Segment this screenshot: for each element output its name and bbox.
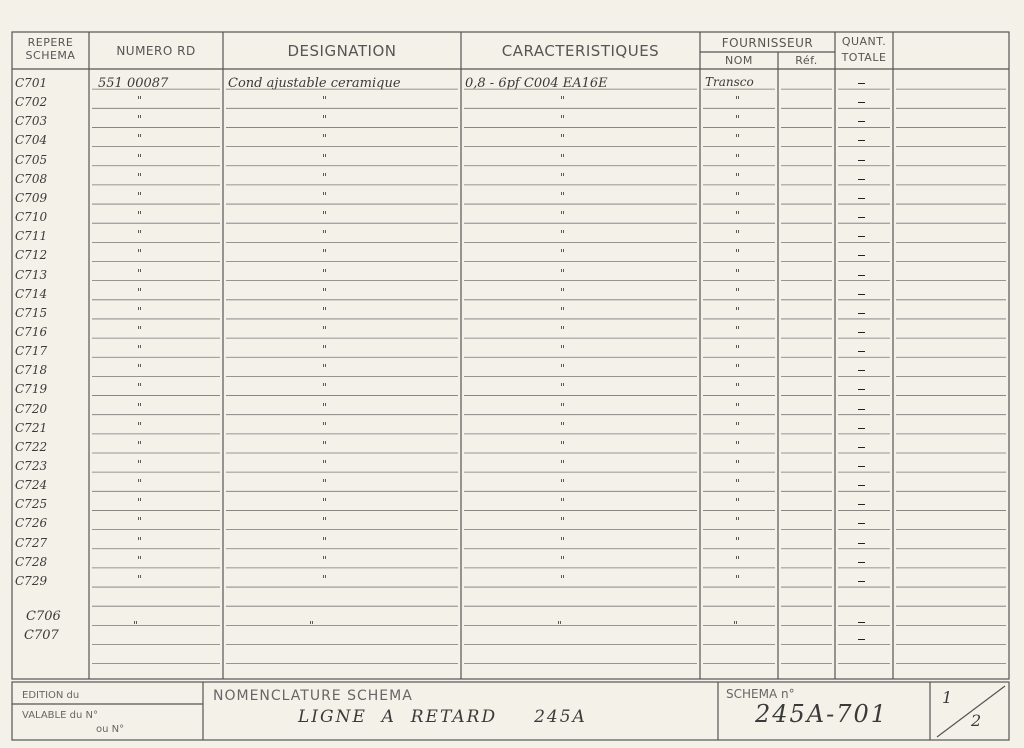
ditto-nom: " bbox=[735, 515, 741, 529]
ditto-nom: " bbox=[735, 496, 741, 510]
ditto-caracteristiques: " bbox=[560, 496, 566, 510]
quantity-dash bbox=[858, 198, 865, 199]
ditto-designation: " bbox=[322, 381, 328, 395]
header-fournisseur: FOURNISSEUR bbox=[721, 36, 814, 50]
ditto-designation: " bbox=[322, 189, 328, 203]
quantity-dash bbox=[858, 523, 865, 524]
ditto-numero: " bbox=[137, 304, 143, 318]
ditto-nom: " bbox=[735, 400, 741, 414]
ditto-nom: " bbox=[735, 534, 741, 548]
ditto-numero: " bbox=[137, 323, 143, 337]
quantity-dash bbox=[858, 275, 865, 276]
footer-valable: VALABLE du N° bbox=[22, 710, 98, 721]
ditto-nom: " bbox=[735, 285, 741, 299]
row-repere: C702 bbox=[15, 95, 48, 110]
ditto-numero: " bbox=[137, 572, 143, 586]
row-repere: C716 bbox=[15, 324, 48, 339]
quantity-dash bbox=[858, 485, 865, 486]
quantity-dash bbox=[858, 121, 865, 122]
ditto-caracteristiques: " bbox=[560, 419, 566, 433]
ditto-designation: " bbox=[322, 94, 328, 108]
row-repere: C719 bbox=[15, 382, 48, 397]
ditto-designation: " bbox=[322, 170, 328, 184]
row-repere: C721 bbox=[15, 420, 48, 435]
ditto-nom: " bbox=[735, 323, 741, 337]
footer-schema-number: 245A-701 bbox=[755, 700, 889, 728]
row-repere: C718 bbox=[15, 363, 48, 378]
ditto-numero: " bbox=[137, 362, 143, 376]
quantity-dash bbox=[858, 217, 865, 218]
header-designation: DESIGNATION bbox=[287, 42, 397, 60]
ditto-numero: " bbox=[137, 534, 143, 548]
quantity-dash bbox=[858, 255, 865, 256]
footer-page-number: 1 bbox=[942, 688, 953, 707]
quantity-dash bbox=[858, 140, 865, 141]
quantity-dash bbox=[858, 160, 865, 161]
row-repere: C703 bbox=[15, 114, 48, 129]
ditto-designation: " bbox=[322, 515, 328, 529]
row-repere: C727 bbox=[15, 535, 48, 550]
header-repere-line2: SCHEMA bbox=[25, 49, 76, 62]
ditto-designation: " bbox=[322, 266, 328, 280]
quantity-dash bbox=[858, 332, 865, 333]
ditto-designation: " bbox=[322, 534, 328, 548]
ditto-caracteristiques: " bbox=[560, 400, 566, 414]
ditto-numero: " bbox=[137, 438, 143, 452]
row-repere: C701 bbox=[15, 76, 48, 90]
ditto-nom: " bbox=[735, 343, 741, 357]
ditto-nom: " bbox=[735, 419, 741, 433]
ditto-caracteristiques: " bbox=[560, 94, 566, 108]
header-caracteristiques: CARACTERISTIQUES bbox=[501, 42, 660, 60]
quantity-dash bbox=[858, 466, 865, 467]
ditto-designation: " bbox=[322, 419, 328, 433]
ditto-caracteristiques: " bbox=[560, 266, 566, 280]
header-repere-line1: REPERE bbox=[27, 36, 74, 49]
footer-schema-label: SCHEMA n° bbox=[726, 687, 795, 701]
ditto-numero: " bbox=[137, 189, 143, 203]
header-ref: Réf. bbox=[795, 54, 818, 67]
footer-edition: EDITION du bbox=[22, 690, 80, 701]
ditto-numero: " bbox=[137, 266, 143, 280]
ditto-caracteristiques: " bbox=[560, 113, 566, 127]
row-repere: C729 bbox=[15, 573, 48, 588]
ditto-caracteristiques: " bbox=[560, 209, 566, 223]
ditto-designation: " bbox=[322, 323, 328, 337]
row-repere: C728 bbox=[15, 554, 48, 569]
row-repere: C724 bbox=[15, 478, 48, 493]
ditto-nom: " bbox=[735, 572, 741, 586]
header-quant-line2: TOTALE bbox=[841, 51, 887, 64]
extra-ditto-caracteristiques: " bbox=[557, 619, 563, 632]
row-repere: C712 bbox=[15, 248, 48, 263]
ditto-numero: " bbox=[137, 113, 143, 127]
ditto-caracteristiques: " bbox=[560, 343, 566, 357]
footer-page-total: 2 bbox=[971, 711, 982, 730]
row-repere: C715 bbox=[15, 305, 48, 320]
ditto-numero: " bbox=[137, 94, 143, 108]
row-repere: C705 bbox=[15, 152, 48, 167]
first-row-designation: Cond ajustable ceramique bbox=[228, 76, 401, 91]
ditto-caracteristiques: " bbox=[560, 515, 566, 529]
ditto-designation: " bbox=[322, 362, 328, 376]
ditto-caracteristiques: " bbox=[560, 458, 566, 471]
quantity-dash bbox=[858, 409, 865, 410]
ditto-designation: " bbox=[322, 132, 328, 146]
row-repere: C726 bbox=[15, 516, 48, 531]
ditto-numero: " bbox=[137, 209, 143, 223]
ditto-nom: " bbox=[735, 247, 741, 261]
row-repere: C723 bbox=[15, 459, 48, 473]
ditto-nom: " bbox=[735, 151, 741, 165]
ditto-designation: " bbox=[322, 477, 328, 491]
quantity-dash bbox=[858, 102, 865, 103]
quantity-dash bbox=[858, 447, 865, 448]
ditto-nom: " bbox=[735, 381, 741, 395]
ditto-designation: " bbox=[322, 438, 328, 452]
ditto-nom: " bbox=[735, 477, 741, 491]
header-quant bbox=[835, 34, 893, 66]
row-repere: C714 bbox=[15, 286, 48, 301]
ditto-caracteristiques: " bbox=[560, 285, 566, 299]
ditto-nom: " bbox=[735, 209, 741, 223]
ditto-caracteristiques: " bbox=[560, 362, 566, 376]
ditto-numero: " bbox=[137, 515, 143, 529]
ditto-nom: " bbox=[735, 362, 741, 376]
ditto-caracteristiques: " bbox=[560, 438, 566, 452]
ditto-caracteristiques: " bbox=[560, 381, 566, 395]
ditto-numero: " bbox=[137, 381, 143, 395]
ditto-nom: " bbox=[735, 553, 741, 567]
quantity-dash bbox=[858, 543, 865, 544]
header-numero: NUMERO RD bbox=[116, 44, 196, 58]
row-repere: C717 bbox=[15, 344, 48, 359]
header-quant-line1: QUANT. bbox=[841, 35, 887, 48]
ditto-numero: " bbox=[137, 170, 143, 184]
ditto-caracteristiques: " bbox=[560, 477, 566, 491]
row-repere: C708 bbox=[15, 171, 48, 186]
ditto-numero: " bbox=[137, 285, 143, 299]
ditto-designation: " bbox=[322, 285, 328, 299]
first-row-fournisseur-nom: Transco bbox=[705, 75, 754, 89]
footer-ou: ou N° bbox=[96, 724, 125, 735]
row-repere: C704 bbox=[15, 133, 48, 148]
ditto-numero: " bbox=[137, 151, 143, 165]
ditto-designation: " bbox=[322, 572, 328, 586]
row-repere: C710 bbox=[15, 210, 48, 225]
ditto-caracteristiques: " bbox=[560, 228, 566, 242]
ditto-designation: " bbox=[322, 458, 328, 471]
ditto-numero: " bbox=[137, 228, 143, 242]
ditto-numero: " bbox=[137, 553, 143, 567]
quantity-dash bbox=[858, 389, 865, 390]
ditto-nom: " bbox=[735, 266, 741, 280]
ditto-caracteristiques: " bbox=[560, 189, 566, 203]
first-row-caracteristiques: 0,8 - 6pf C004 EA16E bbox=[465, 76, 608, 91]
first-row-numero: 551 00087 bbox=[98, 76, 169, 91]
quantity-dash bbox=[858, 179, 865, 180]
extra-dash-2 bbox=[858, 639, 865, 640]
ditto-caracteristiques: " bbox=[560, 534, 566, 548]
quantity-dash bbox=[858, 370, 865, 371]
extra-ditto-numero: " bbox=[133, 619, 139, 632]
ditto-designation: " bbox=[322, 400, 328, 414]
ditto-nom: " bbox=[735, 170, 741, 184]
row-repere: C711 bbox=[15, 229, 48, 244]
ditto-designation: " bbox=[322, 247, 328, 261]
ditto-numero: " bbox=[137, 458, 143, 471]
ditto-caracteristiques: " bbox=[560, 132, 566, 146]
header-repere bbox=[12, 36, 89, 62]
row-repere: C725 bbox=[15, 497, 48, 512]
ditto-designation: " bbox=[322, 304, 328, 318]
ditto-caracteristiques: " bbox=[560, 247, 566, 261]
ditto-numero: " bbox=[137, 496, 143, 510]
extra-ditto-designation: " bbox=[309, 619, 315, 632]
quantity-dash bbox=[858, 504, 865, 505]
extra-entry-line1: C706 bbox=[26, 609, 61, 624]
ditto-numero: " bbox=[137, 419, 143, 433]
ditto-designation: " bbox=[322, 209, 328, 223]
ditto-nom: " bbox=[735, 189, 741, 203]
row-repere: C709 bbox=[15, 190, 48, 205]
ditto-designation: " bbox=[322, 496, 328, 510]
ditto-numero: " bbox=[137, 343, 143, 357]
row-repere: C720 bbox=[15, 401, 48, 416]
ditto-nom: " bbox=[735, 94, 741, 108]
footer-ligne-a-retard: LIGNE A RETARD 245A bbox=[298, 707, 587, 727]
ditto-caracteristiques: " bbox=[560, 151, 566, 165]
ditto-nom: " bbox=[735, 228, 741, 242]
ditto-caracteristiques: " bbox=[560, 572, 566, 586]
ditto-designation: " bbox=[322, 113, 328, 127]
ditto-nom: " bbox=[735, 132, 741, 146]
ditto-designation: " bbox=[322, 151, 328, 165]
quantity-dash bbox=[858, 428, 865, 429]
ditto-designation: " bbox=[322, 228, 328, 242]
ditto-numero: " bbox=[137, 400, 143, 414]
ditto-caracteristiques: " bbox=[560, 323, 566, 337]
ditto-numero: " bbox=[137, 132, 143, 146]
quantity-dash bbox=[858, 83, 865, 84]
row-repere: C722 bbox=[15, 439, 48, 454]
header-nom: NOM bbox=[725, 54, 753, 67]
ditto-numero: " bbox=[137, 477, 143, 491]
footer-nomenclature: NOMENCLATURE SCHEMA bbox=[213, 688, 413, 704]
quantity-dash bbox=[858, 313, 865, 314]
ditto-caracteristiques: " bbox=[560, 170, 566, 184]
quantity-dash bbox=[858, 351, 865, 352]
ditto-designation: " bbox=[322, 343, 328, 357]
ditto-nom: " bbox=[735, 113, 741, 127]
row-repere: C713 bbox=[15, 267, 48, 282]
ditto-caracteristiques: " bbox=[560, 553, 566, 567]
quantity-dash bbox=[858, 562, 865, 563]
ditto-nom: " bbox=[735, 458, 741, 471]
extra-ditto-nom: " bbox=[733, 619, 739, 632]
quantity-dash bbox=[858, 581, 865, 582]
ditto-nom: " bbox=[735, 304, 741, 318]
ditto-numero: " bbox=[137, 247, 143, 261]
extra-dash-1 bbox=[858, 622, 865, 623]
quantity-dash bbox=[858, 236, 865, 237]
quantity-dash bbox=[858, 294, 865, 295]
ditto-designation: " bbox=[322, 553, 328, 567]
extra-entry-line2: C707 bbox=[24, 628, 59, 643]
ditto-caracteristiques: " bbox=[560, 304, 566, 318]
ditto-nom: " bbox=[735, 438, 741, 452]
